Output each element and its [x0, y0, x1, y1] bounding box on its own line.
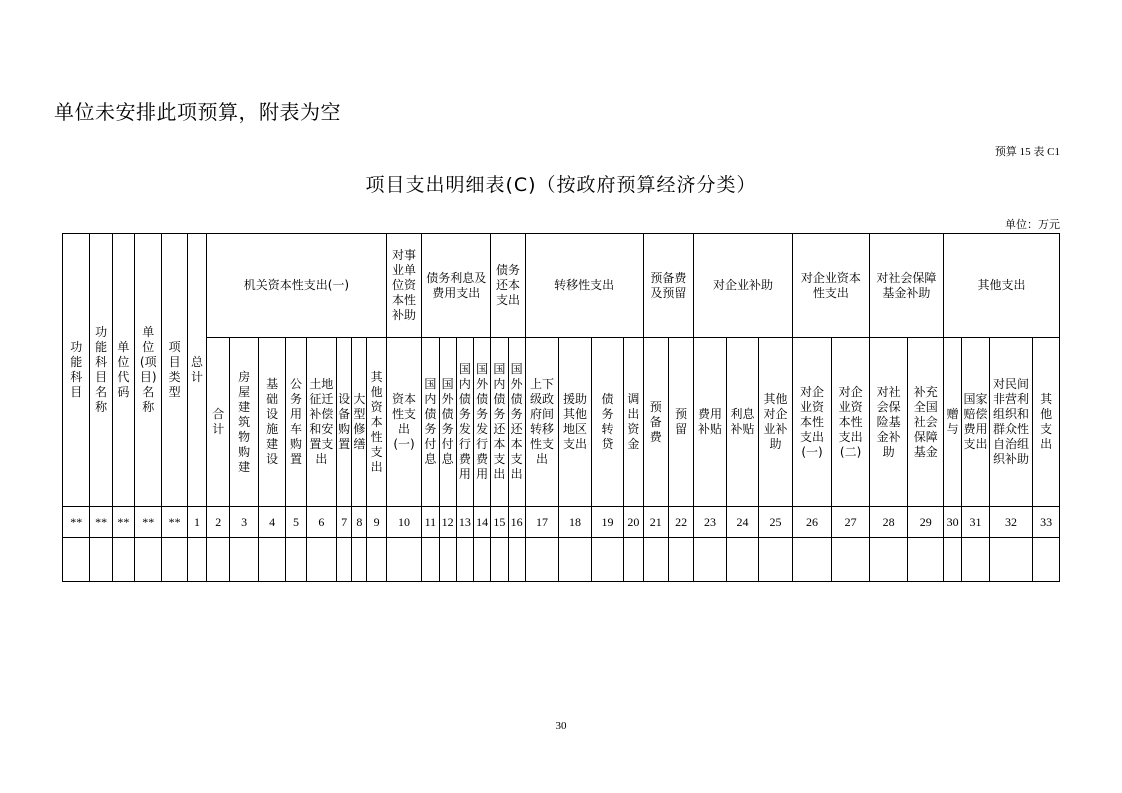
column-header: 大 型 修 缮 [352, 338, 367, 507]
column-header: 资本 性支 出 (一) [386, 338, 422, 507]
index-cell: 30 [943, 507, 961, 538]
index-cell: 18 [559, 507, 591, 538]
column-header: 对企 业资 本性 支出 (二) [832, 338, 870, 507]
empty-cell [439, 538, 456, 582]
empty-data-row [63, 538, 1060, 582]
index-cell: 25 [759, 507, 793, 538]
header-project-type: 项 目 类 型 [162, 234, 187, 507]
empty-cell [759, 538, 793, 582]
empty-cell [726, 538, 758, 582]
column-header: 其 他 支 出 [1033, 338, 1060, 507]
index-cell: 21 [643, 507, 668, 538]
column-header: 上下 级政 府间 转移 性支 出 [525, 338, 558, 507]
group-header-transfer: 转移性支出 [525, 234, 643, 338]
empty-cell [508, 538, 525, 582]
empty-cell [989, 538, 1033, 582]
empty-cell [559, 538, 591, 582]
column-header: 对社 会保 险基 金补 助 [869, 338, 908, 507]
header-unit-project-name: 单 位 (项 目) 名 称 [135, 234, 162, 507]
empty-cell [286, 538, 306, 582]
header-func-subject-name: 功 能 科 目 名 称 [90, 234, 112, 507]
empty-cell [591, 538, 623, 582]
header-unit-code: 单 位 代 码 [112, 234, 134, 507]
column-header: 设 备 购 置 [337, 338, 352, 507]
group-header-institution-capital-subsidy: 对事 业单 位资 本性 补助 [386, 234, 422, 338]
index-row [63, 507, 1060, 538]
empty-cell [386, 538, 422, 582]
column-header: 基 础 设 施 建 设 [258, 338, 285, 507]
empty-cell [474, 538, 491, 582]
header-row-columns [63, 338, 1060, 507]
index-cell: 26 [792, 507, 832, 538]
column-header: 国 内 债 务 付 息 [422, 338, 439, 507]
empty-cell [367, 538, 386, 582]
group-header-other: 其他支出 [943, 234, 1059, 338]
empty-cell [869, 538, 908, 582]
column-header: 国 内 债 务 发 行 费 用 [456, 338, 473, 507]
column-header: 土地 征迁 补偿 和安 置支 出 [306, 338, 336, 507]
empty-notice: 单位未安排此项预算，附表为空 [54, 100, 341, 124]
index-cell: 22 [668, 507, 693, 538]
empty-cell [187, 538, 206, 582]
index-cell: ** [135, 507, 162, 538]
index-cell: 10 [386, 507, 422, 538]
column-header: 调 出 资 金 [624, 338, 643, 507]
column-header: 房 屋 建 筑 物 购 建 [230, 338, 258, 507]
empty-cell [90, 538, 112, 582]
index-cell: ** [162, 507, 187, 538]
header-row-groups [63, 234, 1060, 338]
column-header: 国 外 债 务 发 行 费 用 [474, 338, 491, 507]
index-cell: 20 [624, 507, 643, 538]
group-header-enterprise-subsidy: 对企业补助 [694, 234, 792, 338]
group-header-debt-interest: 债务利息及 费用支出 [422, 234, 491, 338]
empty-cell [135, 538, 162, 582]
index-cell: ** [90, 507, 112, 538]
index-cell: 11 [422, 507, 439, 538]
column-header: 费用 补贴 [694, 338, 726, 507]
empty-cell [792, 538, 832, 582]
empty-cell [1033, 538, 1060, 582]
index-cell: 9 [367, 507, 386, 538]
column-header: 利息 补贴 [726, 338, 758, 507]
empty-cell [668, 538, 693, 582]
column-header: 合 计 [207, 338, 230, 507]
column-header: 赠 与 [943, 338, 961, 507]
group-header-social-security-subsidy: 对社会保障 基金补助 [869, 234, 943, 338]
group-header-debt-principal: 债务 还本 支出 [491, 234, 526, 338]
column-header: 债 务 转 贷 [591, 338, 623, 507]
column-header: 预 留 [668, 338, 693, 507]
index-cell: 12 [439, 507, 456, 538]
index-cell: 19 [591, 507, 623, 538]
empty-cell [306, 538, 336, 582]
page-title: 项目支出明细表(C)（按政府预算经济分类） [365, 174, 757, 196]
index-cell: 32 [989, 507, 1033, 538]
index-cell: ** [112, 507, 134, 538]
expenditure-table-container [62, 233, 1060, 582]
index-cell: 4 [258, 507, 285, 538]
index-cell: 1 [187, 507, 206, 538]
empty-cell [491, 538, 508, 582]
empty-cell [525, 538, 558, 582]
index-cell: 17 [525, 507, 558, 538]
column-header: 国家 赔偿 费用 支出 [962, 338, 989, 507]
index-cell: 33 [1033, 507, 1060, 538]
form-code: 预算 15 表 C1 [994, 146, 1060, 158]
index-cell: ** [63, 507, 90, 538]
index-cell: 31 [962, 507, 989, 538]
group-header-reserve: 预备费 及预留 [643, 234, 694, 338]
index-cell: 2 [207, 507, 230, 538]
empty-cell [832, 538, 870, 582]
empty-cell [207, 538, 230, 582]
empty-cell [258, 538, 285, 582]
index-cell: 24 [726, 507, 758, 538]
group-header-org-capital-1: 机关资本性支出(一) [207, 234, 387, 338]
index-cell: 15 [491, 507, 508, 538]
empty-cell [337, 538, 352, 582]
expenditure-table [62, 233, 1060, 582]
empty-cell [112, 538, 134, 582]
empty-cell [694, 538, 726, 582]
empty-cell [962, 538, 989, 582]
column-header: 其他 对企 业补 助 [759, 338, 793, 507]
unit-label: 单位：万元 [1005, 219, 1060, 231]
index-cell: 7 [337, 507, 352, 538]
header-total: 总 计 [187, 234, 206, 507]
column-header: 国 外 债 务 还 本 支 出 [508, 338, 525, 507]
index-cell: 8 [352, 507, 367, 538]
column-header: 对企 业资 本性 支出 (一) [792, 338, 832, 507]
header-func-subject: 功 能 科 目 [63, 234, 90, 507]
index-cell: 29 [908, 507, 944, 538]
index-cell: 3 [230, 507, 258, 538]
empty-cell [624, 538, 643, 582]
index-cell: 5 [286, 507, 306, 538]
index-cell: 27 [832, 507, 870, 538]
column-header: 国 外 债 务 付 息 [439, 338, 456, 507]
empty-cell [943, 538, 961, 582]
page-number: 30 [555, 720, 567, 732]
column-header: 其 他 资 本 性 支 出 [367, 338, 386, 507]
index-cell: 28 [869, 507, 908, 538]
empty-cell [643, 538, 668, 582]
index-cell: 14 [474, 507, 491, 538]
index-cell: 13 [456, 507, 473, 538]
empty-cell [63, 538, 90, 582]
column-header: 对民间 非营利 组织和 群众性 自治组 织补助 [989, 338, 1033, 507]
column-header: 国 内 债 务 还 本 支 出 [491, 338, 508, 507]
empty-cell [162, 538, 187, 582]
empty-cell [422, 538, 439, 582]
column-header: 公 务 用 车 购 置 [286, 338, 306, 507]
index-cell: 16 [508, 507, 525, 538]
index-cell: 23 [694, 507, 726, 538]
empty-cell [456, 538, 473, 582]
column-header: 补充 全国 社会 保障 基金 [908, 338, 944, 507]
empty-cell [352, 538, 367, 582]
empty-cell [908, 538, 944, 582]
index-cell: 6 [306, 507, 336, 538]
empty-cell [230, 538, 258, 582]
column-header: 预 备 费 [643, 338, 668, 507]
group-header-enterprise-capital: 对企业资本 性支出 [792, 234, 869, 338]
column-header: 援助 其他 地区 支出 [559, 338, 591, 507]
